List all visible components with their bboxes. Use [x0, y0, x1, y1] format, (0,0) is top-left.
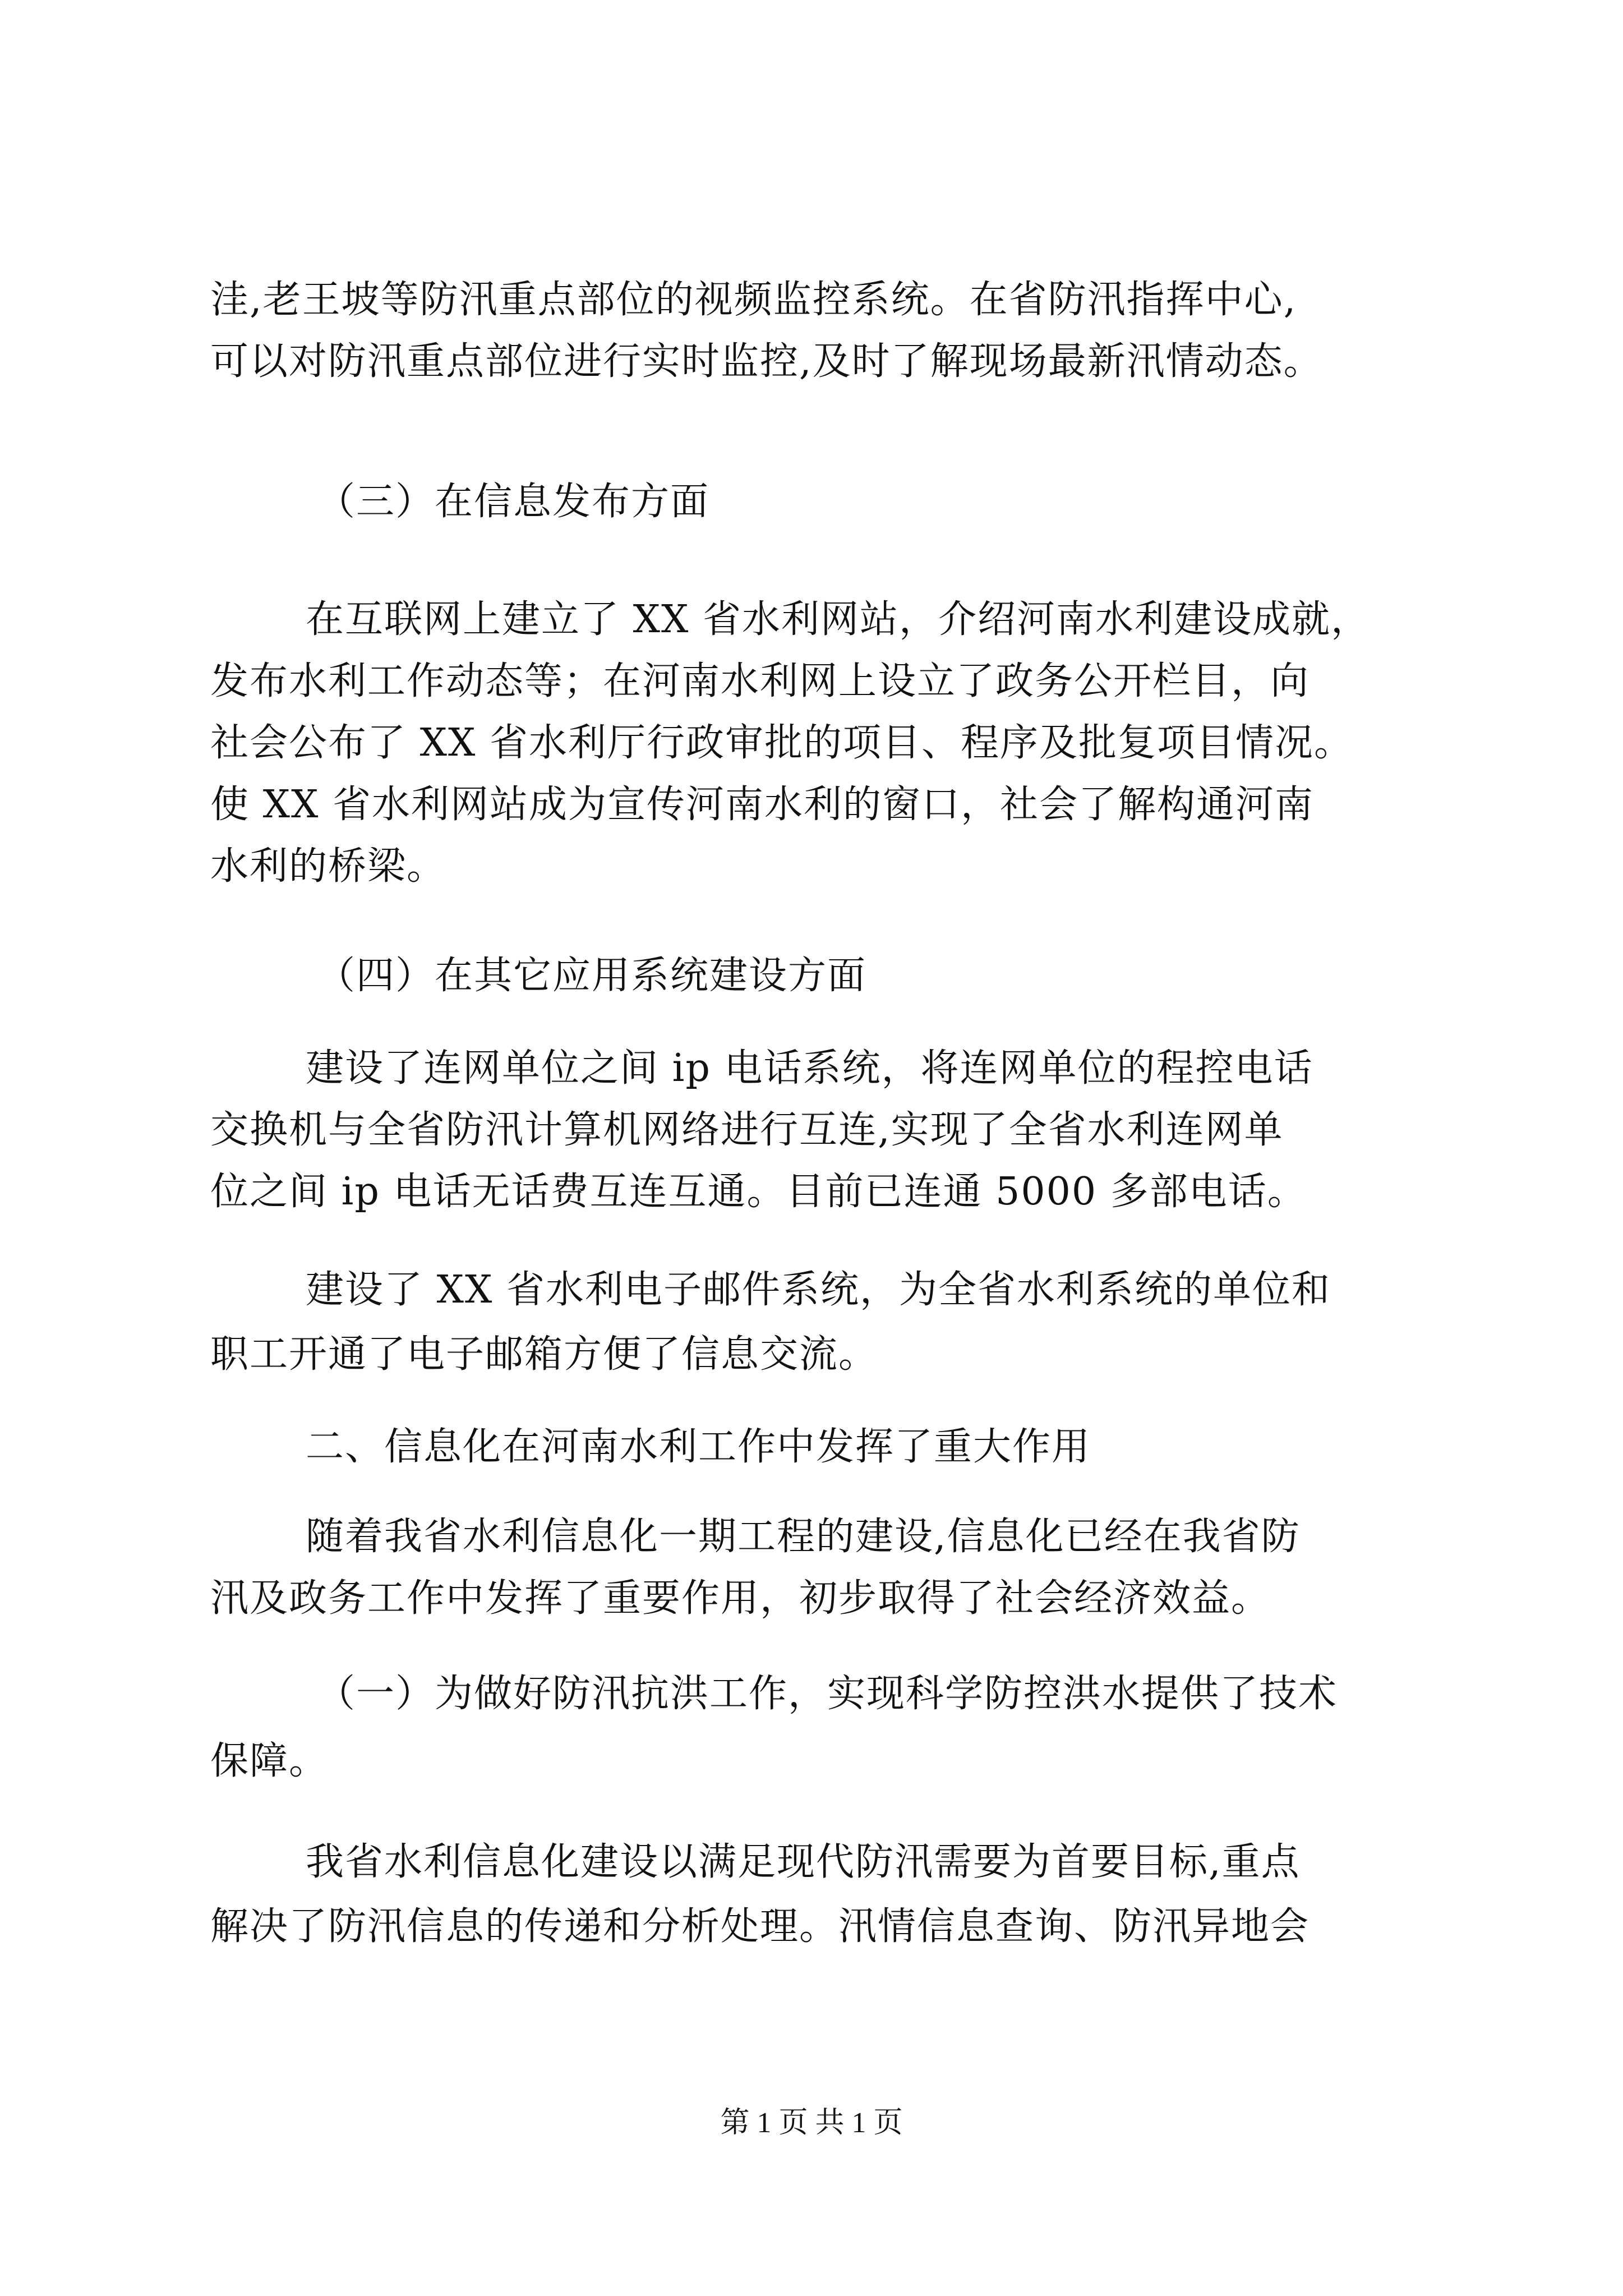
body-text-line: 水利的桥梁。	[210, 844, 446, 889]
body-text-line: 位之间 ip 电话无话费互连互通。目前已连通 5000 多部电话。	[210, 1170, 1307, 1214]
section-heading: （四）在其它应用系统建设方面	[317, 954, 867, 998]
body-text-line: 建设了 XX 省水利电子邮件系统，为全省水利系统的单位和	[306, 1268, 1331, 1312]
page-number-footer: 第 1 页 共 1 页	[720, 2107, 903, 2139]
body-text-line: 在互联网上建立了 XX 省水利网站，介绍河南水利建设成就，	[306, 597, 1371, 642]
section-heading: （一）为做好防汛抗洪工作，实现科学防控洪水提供了技术	[317, 1672, 1338, 1716]
body-text-line: 汛及政务工作中发挥了重要作用，初步取得了社会经济效益。	[210, 1576, 1271, 1621]
body-text-line: 社会公布了 XX 省水利厅行政审批的项目、程序及批复项目情况。	[210, 721, 1354, 765]
body-text-line: 职工开通了电子邮箱方便了信息交流。	[210, 1332, 878, 1377]
body-text-line: 使 XX 省水利网站成为宣传河南水利的窗口，社会了解构通河南	[210, 783, 1315, 827]
section-heading: （三）在信息发布方面	[317, 480, 710, 524]
body-text-line: 随着我省水利信息化一期工程的建设,信息化已经在我省防	[306, 1515, 1301, 1559]
body-text-line: 可以对防汛重点部位进行实时监控,及时了解现场最新汛情动态。	[210, 339, 1323, 384]
body-text-line: 我省水利信息化建设以满足现代防汛需要为首要目标,重点	[306, 1840, 1301, 1884]
body-text-line: 洼,老王坡等防汛重点部位的视频监控系统。在省防汛指挥中心,	[210, 278, 1297, 322]
body-text-line: 建设了连网单位之间 ip 电话系统，将连网单位的程控电话	[306, 1046, 1313, 1091]
body-text-line: 发布水利工作动态等；在河南水利网上设立了政务公开栏目，向	[210, 659, 1310, 703]
section-heading-continued: 保障。	[210, 1739, 329, 1783]
body-text-line: 解决了防汛信息的传递和分析处理。汛情信息查询、防汛异地会	[210, 1904, 1310, 1949]
section-heading: 二、信息化在河南水利工作中发挥了重大作用	[306, 1425, 1091, 1469]
body-text-line: 交换机与全省防汛计算机网络进行互连,实现了全省水利连网单	[210, 1108, 1284, 1152]
